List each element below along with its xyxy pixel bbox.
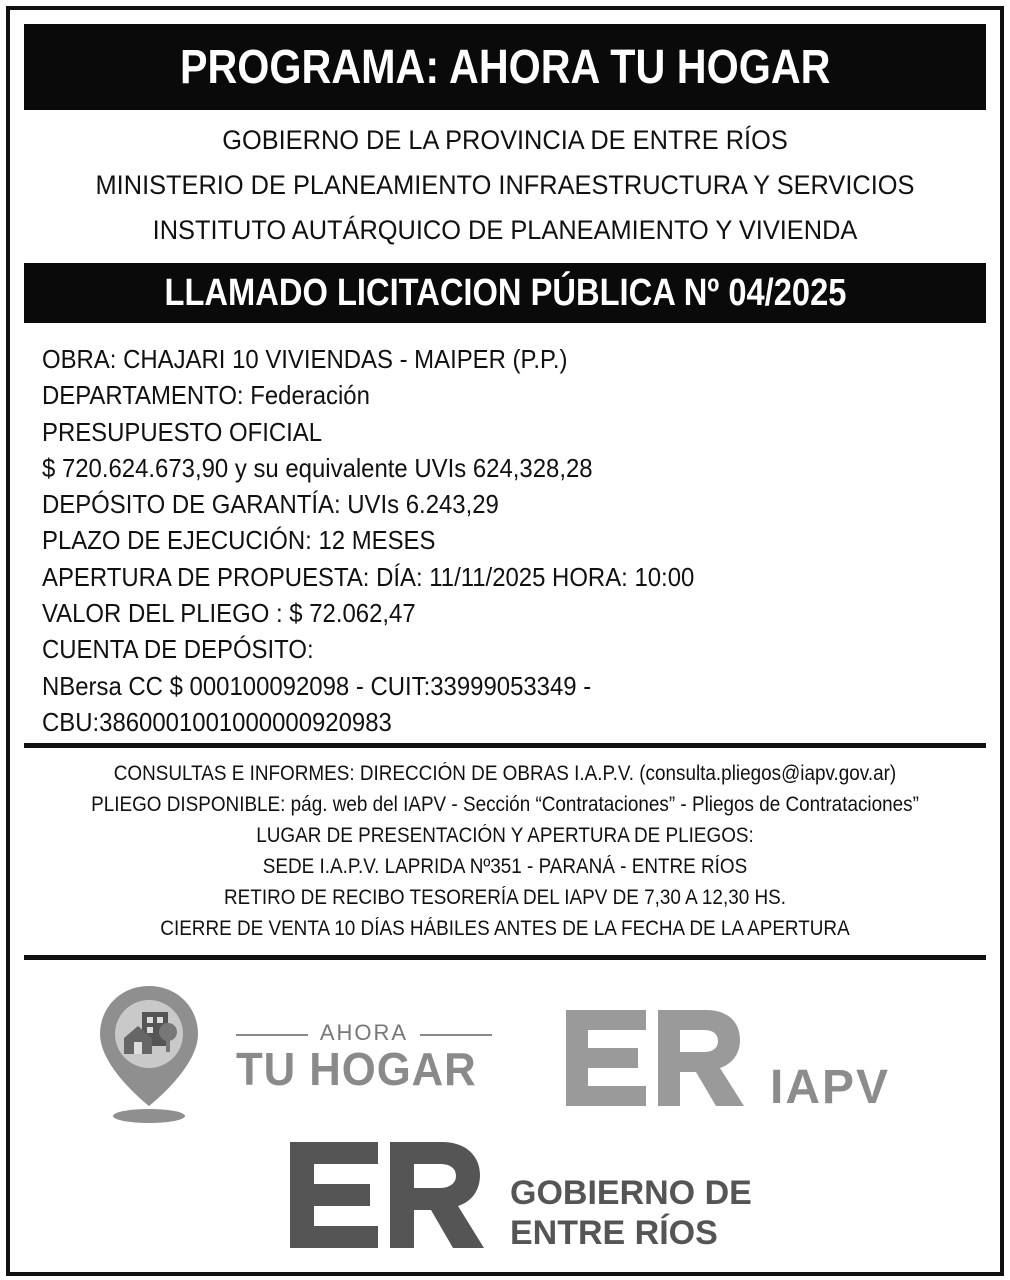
gobierno-text: [510, 1173, 752, 1253]
divider-bottom: [24, 955, 986, 960]
tender-details: [42, 341, 980, 740]
info-retiro: RETIRO DE RECIBO TESORERÍA DEL IAPV DE 7,30 A 12,30 HS.: [224, 886, 786, 909]
header-line-institute: INSTITUTO AUTÁRQUICO DE PLANEAMIENTO Y VIVIENDA: [152, 215, 858, 245]
gobierno-line1: GOBIERNO DE: [510, 1174, 752, 1212]
info-block: [10, 758, 1000, 944]
logos-area: [10, 970, 1000, 1272]
detail-cuenta-line1: NBersa CC $ 000100092098 - CUIT:33999053349 -: [42, 670, 592, 701]
detail-apertura: APERTURA DE PROPUESTA: DÍA: 11/11/2025 HORA: 10:00: [42, 561, 695, 592]
info-lugar: LUGAR DE PRESENTACIÓN Y APERTURA DE PLIEGOS:: [256, 824, 754, 847]
info-pliego: PLIEGO DISPONIBLE: pág. web del IAPV - Sección “Contrataciones” - Pliegos de Contrataciones”: [91, 793, 919, 816]
info-consultas: CONSULTAS E INFORMES: DIRECCIÓN DE OBRAS I.A.P.V. (consulta.pliegos@iapv.gov.ar): [113, 762, 897, 785]
call-title-bar: [24, 263, 986, 323]
ahora-right-rule: [420, 1034, 492, 1036]
detail-departamento: DEPARTAMENTO: Federación: [42, 380, 370, 411]
header-line-ministry: MINISTERIO DE PLANEAMIENTO INFRAESTRUCTURA Y SERVICIOS: [95, 170, 915, 200]
info-cierre: CIERRE DE VENTA 10 DÍAS HÁBILES ANTES DE LA FECHA DE LA APERTURA: [160, 917, 850, 940]
map-pin-house-icon: [96, 982, 202, 1126]
notice-page: [6, 6, 1004, 1276]
detail-presupuesto-value: $ 720.624.673,90 y su equivalente UVIs 624,328,28: [42, 452, 593, 483]
gobierno-line2: ENTRE RÍOS: [510, 1214, 718, 1252]
detail-cuenta-line2: CBU:3860001001000000920983: [42, 706, 392, 737]
detail-deposito-garantia: DEPÓSITO DE GARANTÍA: UVIs 6.243,29: [42, 489, 499, 520]
detail-obra: OBRA: CHAJARI 10 VIVIENDAS - MAIPER (P.P.): [42, 344, 568, 374]
detail-cuenta-label: CUENTA DE DEPÓSITO:: [42, 634, 314, 665]
detail-presupuesto-label: PRESUPUESTO OFICIAL: [42, 416, 323, 447]
program-title: PROGRAMA: AHORA TU HOGAR: [179, 40, 831, 94]
iapv-text: IAPV: [770, 1061, 891, 1114]
program-title-bar: [24, 24, 986, 110]
ahora-left-rule: [236, 1034, 308, 1036]
issuer-header: [10, 118, 1000, 253]
ahora-small-text: AHORA: [319, 1020, 409, 1045]
divider-top: [24, 743, 986, 748]
detail-valor-pliego: VALOR DEL PLIEGO : $ 72.062,47: [42, 598, 416, 629]
detail-plazo: PLAZO DE EJECUCIÓN: 12 MESES: [42, 525, 436, 556]
er-iapv-logo-icon: [566, 1010, 746, 1110]
er-gobierno-logo-icon: [290, 1142, 486, 1250]
call-title: LLAMADO LICITACION PÚBLICA Nº 04/2025: [164, 271, 846, 314]
info-sede: SEDE I.A.P.V. LAPRIDA Nº351 - PARANÁ - ENTRE RÍOS: [262, 855, 748, 878]
tu-hogar-text: TU HOGAR: [236, 1043, 477, 1095]
header-line-government: GOBIERNO DE LA PROVINCIA DE ENTRE RÍOS: [222, 125, 788, 155]
